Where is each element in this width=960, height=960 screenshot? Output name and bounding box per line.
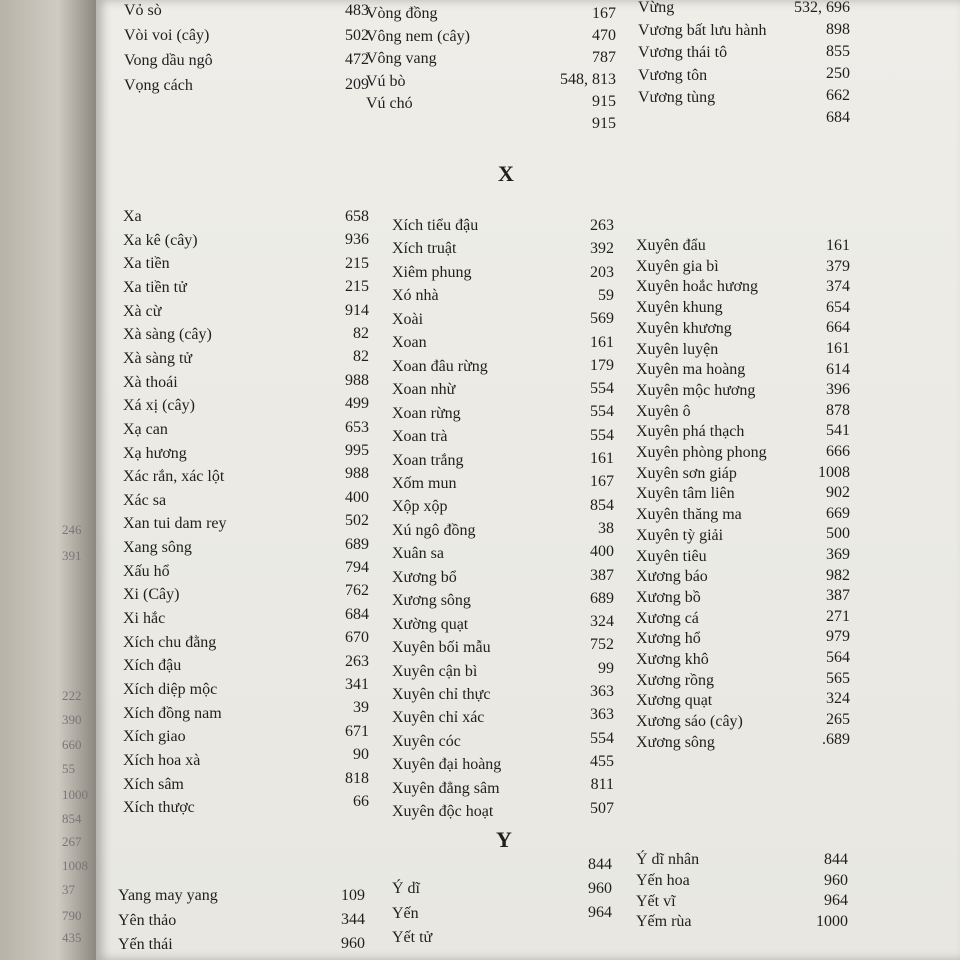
index-term: Xương sáo (cây) <box>636 713 743 731</box>
page-number: 161 <box>590 450 614 467</box>
page-number: 554 <box>590 403 614 421</box>
margin-number: 790 <box>62 908 82 923</box>
index-term: Xoài <box>392 310 424 328</box>
page-number: 341 <box>345 676 369 693</box>
index-term: Xuyên chỉ xác <box>392 709 485 727</box>
index-term: Xuyên đẳng sâm <box>392 779 500 797</box>
index-term: Xoan <box>392 334 427 352</box>
page-number: 658 <box>345 208 369 225</box>
index-term: Xường quạt <box>392 615 469 633</box>
index-term: Vong dầu ngô <box>124 51 213 69</box>
index-page <box>96 0 960 960</box>
index-term: Xuyên gia bì <box>636 257 719 275</box>
index-term: Vòng đồng <box>366 5 438 22</box>
index-term: Xi hắc <box>123 610 166 628</box>
margin-number: 246 <box>62 522 82 537</box>
page-number: 392 <box>590 240 614 258</box>
page-number: 250 <box>826 65 850 82</box>
margin-number: 222 <box>62 688 82 703</box>
page-number: 66 <box>353 793 369 810</box>
index-term: Xuyên khung <box>636 299 723 317</box>
index-term: Xích diệp mộc <box>123 681 218 698</box>
page-number: 684 <box>826 109 850 126</box>
page-number: 569 <box>590 310 614 328</box>
index-term: Xuyên phòng phong <box>636 444 767 461</box>
index-term: Xích đậu <box>123 657 182 675</box>
section-heading-x: X <box>498 161 514 186</box>
index-term: Xuyên cận bì <box>392 662 478 680</box>
page-number: 811 <box>590 776 614 794</box>
page-number: 82 <box>353 348 369 366</box>
index-term: Xa kê (cây) <box>123 231 198 249</box>
page-number: 483 <box>345 2 369 19</box>
page-number: 936 <box>345 231 369 249</box>
page-number: 787 <box>592 49 616 66</box>
page-number: 387 <box>590 566 614 584</box>
index-term: Xoan trắng <box>392 451 464 469</box>
index-term: Vương tùng <box>638 89 716 106</box>
page-number: 614 <box>826 360 850 378</box>
page-number: 752 <box>590 636 614 654</box>
index-term: Xác rắn, xác lột <box>123 468 225 486</box>
index-term: Xấu hổ <box>123 562 170 580</box>
index-term: Ý dĩ nhân <box>636 851 700 868</box>
margin-number: 55 <box>62 761 75 776</box>
index-term: Xuyên tâm liên <box>636 485 735 503</box>
page-number: 59 <box>598 286 614 304</box>
index-term: Xuyên phá thạch <box>636 423 745 441</box>
index-term: Xuyên đại hoàng <box>392 756 502 774</box>
page-number: 554 <box>590 426 614 444</box>
page-number: 689 <box>345 535 369 553</box>
index-term: Xú ngô đồng <box>392 521 476 539</box>
index-term: Yến hoa <box>636 871 690 889</box>
index-term: Xuyên tiêu <box>636 547 707 565</box>
page-number: 855 <box>826 43 850 60</box>
index-term: Vú bò <box>366 72 406 90</box>
page-number: 565 <box>826 669 850 687</box>
page-number: 167 <box>592 5 616 22</box>
margin-number: 435 <box>62 930 82 945</box>
index-term: Vông vang <box>366 50 437 68</box>
margin-number: 391 <box>62 548 82 563</box>
index-term: Xốm mun <box>392 474 457 492</box>
page-number: 898 <box>826 21 850 38</box>
margin-number: 390 <box>62 712 82 727</box>
index-term: Xa tiền <box>123 255 170 273</box>
page-number: 669 <box>826 504 850 522</box>
page-number: 369 <box>826 546 850 563</box>
page-number: 664 <box>826 319 850 337</box>
page-number: 1000 <box>816 912 848 930</box>
index-term: Yến thái <box>118 936 173 953</box>
page-number: 363 <box>590 683 614 700</box>
page-number: 209 <box>345 75 369 93</box>
page-number: 960 <box>588 880 612 897</box>
index-term: Yang may yang <box>118 887 218 904</box>
page-number: 502 <box>345 512 369 530</box>
page-number: 988 <box>345 465 369 483</box>
page-number: 502 <box>345 26 369 44</box>
page-number: 324 <box>590 613 614 631</box>
page-number: 662 <box>826 87 850 104</box>
index-term: Xoan đâu rừng <box>392 357 488 375</box>
page-number: 387 <box>826 587 850 605</box>
page-number: 374 <box>826 278 850 296</box>
page-number: 554 <box>590 729 614 747</box>
index-term: Xó nhà <box>392 287 439 305</box>
page-number: 684 <box>345 605 369 623</box>
index-term: Yếm rùa <box>636 913 692 931</box>
page-number: 982 <box>826 566 850 584</box>
page-number: 499 <box>345 395 369 413</box>
page-number: 671 <box>345 722 369 740</box>
index-term: Ý dĩ <box>392 880 420 898</box>
index-term: Vương thái tô <box>638 44 728 61</box>
index-term: Xuyên ma hoàng <box>636 361 746 379</box>
index-term: Xuyên ô <box>636 402 691 420</box>
page-number: 38 <box>598 519 614 537</box>
index-term: Xương bồ <box>636 588 701 606</box>
page-number: 99 <box>598 659 614 677</box>
index-term: Xương sông <box>636 733 715 751</box>
page-number: 564 <box>826 649 850 666</box>
index-term: Xuyên hoắc hương <box>636 278 758 296</box>
index-term: Xương quạt <box>636 692 713 710</box>
page-number: 500 <box>826 525 850 543</box>
page-number: 455 <box>590 752 614 770</box>
page-number: 324 <box>826 690 850 708</box>
index-term: Xích chu đằng <box>123 633 217 651</box>
page-number: 1008 <box>818 463 850 481</box>
index-term: Vỏ sò <box>124 2 162 19</box>
page-number: 915 <box>592 93 616 110</box>
page-number: 915 <box>592 115 616 132</box>
index-term: Xuyên chỉ thực <box>392 686 491 703</box>
index-term: Xương sông <box>392 592 471 610</box>
page-number: 90 <box>353 746 369 764</box>
index-term: Xuyên bối mẫu <box>392 639 491 657</box>
index-term: Xạ can <box>123 420 168 438</box>
index-term: Xoan rừng <box>392 404 461 422</box>
index-term: Xuyên thăng ma <box>636 506 742 524</box>
index-term: Xích sâm <box>123 775 184 793</box>
page-number: 960 <box>341 935 365 952</box>
page-number: 964 <box>824 892 848 909</box>
page-number: 203 <box>590 263 614 281</box>
page-number: 554 <box>590 380 614 398</box>
page-number: 654 <box>826 298 850 316</box>
page-number: 653 <box>345 418 369 436</box>
page-number: 666 <box>826 443 850 460</box>
index-term: Xương bổ <box>392 568 457 586</box>
index-term: Xương khô <box>636 651 709 668</box>
page-number: 995 <box>345 442 369 459</box>
page-number: 507 <box>590 799 614 817</box>
index-term: Xà sàng (cây) <box>123 326 212 344</box>
index-term: Vòi voi (cây) <box>124 26 210 44</box>
page-number: 979 <box>826 628 850 646</box>
page-number: 167 <box>590 473 614 491</box>
index-term: Xoan trà <box>392 428 448 446</box>
index-term: Xích thược <box>123 799 195 817</box>
index-term: Xương hổ <box>636 630 701 648</box>
page-number: 762 <box>345 582 369 600</box>
page-number: 960 <box>824 871 848 889</box>
page-number: 161 <box>826 340 850 357</box>
index-term: Xác sa <box>123 491 167 509</box>
page-number: 263 <box>345 652 369 670</box>
index-term: Xích giao <box>123 728 186 746</box>
page-number: 844 <box>824 851 848 868</box>
page-number: 548, 813 <box>560 71 616 88</box>
page-number: 472 <box>345 51 369 68</box>
section-heading-y: Y <box>496 827 512 852</box>
page-number: 988 <box>345 371 369 389</box>
page-number: 818 <box>345 769 369 787</box>
page-number: 161 <box>590 333 614 351</box>
page-number: 470 <box>592 27 616 44</box>
page-number: 363 <box>590 706 614 724</box>
page-number: 109 <box>341 887 365 904</box>
page-number: 854 <box>590 496 614 514</box>
index-term: Xương báo <box>636 568 708 586</box>
page-number: 400 <box>590 543 614 561</box>
index-term: Xuyên độc hoạt <box>392 803 494 821</box>
index-term: Xà thoái <box>123 373 178 391</box>
index-term: Vông nem (cây) <box>366 27 470 45</box>
page-number: 379 <box>826 257 850 275</box>
page-number: 263 <box>590 217 614 234</box>
index-term: Yết vĩ <box>636 892 676 910</box>
index-term: Xạ hương <box>123 444 187 462</box>
page-number: 902 <box>826 484 850 502</box>
page-number: 914 <box>345 301 369 319</box>
index-term: Vương bất lưu hành <box>638 21 767 39</box>
margin-number: 1008 <box>62 858 88 873</box>
index-term: Xộp xộp <box>392 498 448 516</box>
page-number: .689 <box>822 731 850 749</box>
margin-number: 37 <box>62 882 75 897</box>
index-term: Xoan nhừ <box>392 381 456 399</box>
index-term: Xiêm phung <box>392 263 472 281</box>
index-term: Xích truật <box>392 240 457 258</box>
index-term: Xích hoa xà <box>123 751 201 769</box>
margin-number: 1000 <box>62 787 88 802</box>
index-term: Xá xị (cây) <box>123 397 195 415</box>
page-number: 532, 696 <box>794 0 850 16</box>
index-term: Xích đồng nam <box>123 704 222 722</box>
index-term: Xan tui dam rey <box>123 515 227 533</box>
page-number: 215 <box>345 254 369 272</box>
index-term: Xi (Cây) <box>123 586 180 604</box>
index-term: Xuân sa <box>392 545 444 563</box>
index-term: Xuyên cóc <box>392 732 461 750</box>
index-term: Yến <box>392 904 419 922</box>
index-term: Xà sàng tử <box>123 349 193 367</box>
page-number: 39 <box>353 699 369 717</box>
page-number: 878 <box>826 401 850 419</box>
page-number: 689 <box>590 589 614 607</box>
index-term: Xuyên tỳ giải <box>636 526 724 544</box>
index-term: Xuyên luyện <box>636 340 719 358</box>
index-term: Xà cừ <box>123 302 162 320</box>
page-number: 82 <box>353 325 369 342</box>
page-number: 265 <box>826 710 850 728</box>
index-term: Xa <box>123 208 142 225</box>
index-term: Xuyên đẩu <box>636 237 706 254</box>
index-term: Xa tiền tử <box>123 278 187 296</box>
page-number: 670 <box>345 629 369 647</box>
index-term: Xương cá <box>636 609 699 627</box>
index-term: Xương rồng <box>636 671 715 689</box>
index-term: Yết tử <box>392 928 433 946</box>
index-term: Vừng <box>638 0 675 16</box>
page-number: 396 <box>826 381 850 399</box>
page-number: 215 <box>345 278 369 296</box>
page-number: 794 <box>345 559 369 576</box>
index-term: Vú chó <box>366 95 413 113</box>
index-term: Xuyên sơn giáp <box>636 464 737 482</box>
page-number: 271 <box>826 607 850 625</box>
index-term: Xích tiểu đậu <box>392 217 479 234</box>
margin-number: 854 <box>62 811 82 826</box>
page-number: 541 <box>826 422 850 440</box>
margin-number: 267 <box>62 834 82 849</box>
page-number: 400 <box>345 488 369 506</box>
page-number: 844 <box>588 856 612 873</box>
page-number: 179 <box>590 356 614 374</box>
index-term: Xang sông <box>123 539 192 557</box>
page-number: 964 <box>588 904 612 921</box>
page-number: 161 <box>826 237 850 254</box>
index-term: Yên thảo <box>118 911 177 929</box>
margin-number: 660 <box>62 737 82 752</box>
index-term: Xuyên mộc hương <box>636 381 756 399</box>
page-number: 344 <box>341 911 365 928</box>
index-term: Vọng cách <box>124 76 193 94</box>
index-term: Xuyên khương <box>636 319 732 337</box>
index-term: Vương tôn <box>638 66 708 84</box>
